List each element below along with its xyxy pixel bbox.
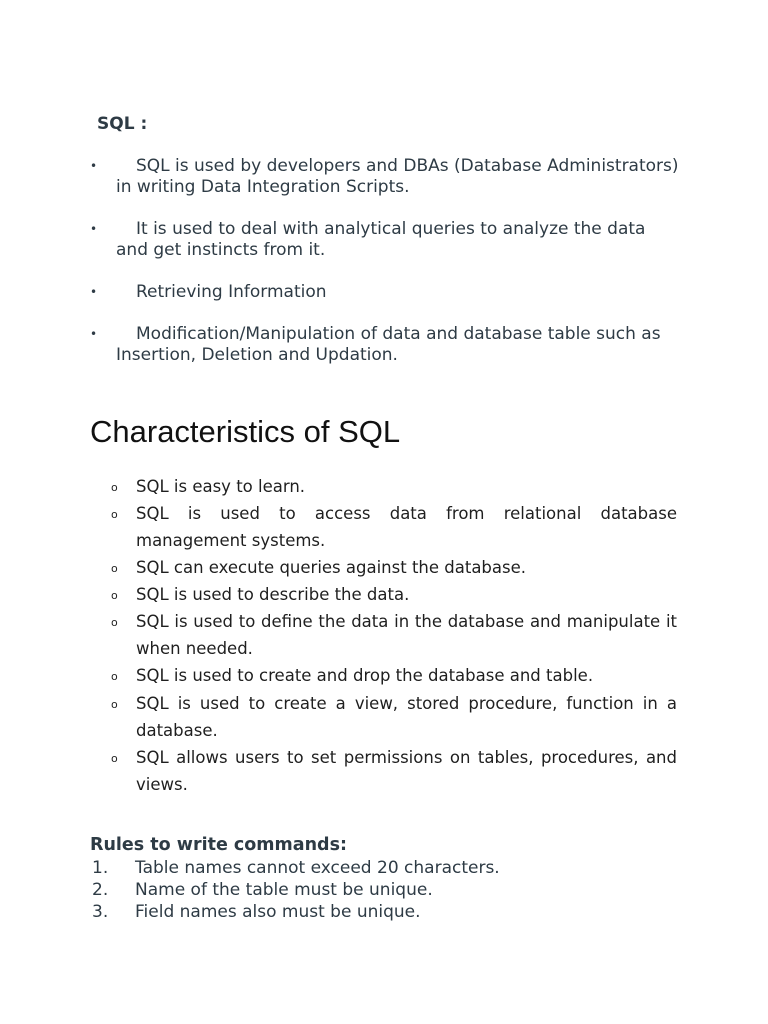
rule-number: 2. (92, 880, 109, 900)
rules-heading: Rules to write commands: (90, 835, 347, 855)
circle-bullet-icon: o (111, 752, 118, 765)
list-item (111, 500, 677, 554)
circle-bullet-icon: o (111, 508, 118, 521)
rule-item (92, 901, 421, 923)
bullet-text: Retrieving Information (136, 282, 327, 302)
bullet-text: Modification/Manipulation of data and database table such as Insertion, Deletion and Updation. (116, 324, 661, 365)
circle-bullet-icon: o (111, 481, 118, 494)
rule-text: Name of the table must be unique. (135, 880, 433, 900)
rule-text: Field names also must be unique. (135, 902, 421, 922)
rule-text: Table names cannot exceed 20 characters. (135, 858, 500, 878)
list-item (90, 324, 680, 366)
list-item-text: SQL is used to access data from relational database management systems. (136, 504, 677, 550)
circle-bullet-icon: o (111, 616, 118, 629)
list-item (111, 554, 677, 581)
circle-bullet-icon: o (111, 698, 118, 711)
circle-bullet-icon: o (111, 589, 118, 602)
list-item (111, 608, 677, 662)
rule-number: 3. (92, 902, 109, 922)
list-item (90, 282, 680, 303)
section-title: Characteristics of SQL (90, 414, 401, 449)
sql-heading: SQL : (97, 114, 148, 134)
bullet-text: It is used to deal with analytical queries to analyze the data and get instincts from it. (116, 219, 646, 260)
list-item (111, 473, 677, 500)
bullet-icon: • (90, 159, 98, 173)
list-item (111, 690, 677, 744)
rule-item (92, 879, 433, 901)
bullet-icon: • (90, 222, 98, 236)
circle-bullet-icon: o (111, 670, 118, 683)
circle-bullet-icon: o (111, 562, 118, 575)
list-item (111, 581, 677, 608)
list-item-text: SQL allows users to set permissions on tables, procedures, and views. (136, 748, 677, 794)
list-item-text: SQL is used to describe the data. (136, 585, 410, 604)
bullet-icon: • (90, 327, 98, 341)
list-item-text: SQL is used to create and drop the database and table. (136, 666, 594, 685)
list-item (90, 156, 680, 198)
rule-number: 1. (92, 858, 109, 878)
bullet-icon: • (90, 285, 98, 299)
list-item (111, 744, 677, 798)
rule-item (92, 857, 500, 879)
list-item (90, 219, 680, 261)
list-item (111, 662, 677, 689)
bullet-text: SQL is used by developers and DBAs (Database Administrators) in writing Data Integration Scripts. (116, 156, 679, 197)
list-item-text: SQL is used to define the data in the database and manipulate it when needed. (136, 612, 677, 658)
list-item-text: SQL is used to create a view, stored procedure, function in a database. (136, 694, 677, 740)
list-item-text: SQL can execute queries against the database. (136, 558, 527, 577)
list-item-text: SQL is easy to learn. (136, 477, 306, 496)
